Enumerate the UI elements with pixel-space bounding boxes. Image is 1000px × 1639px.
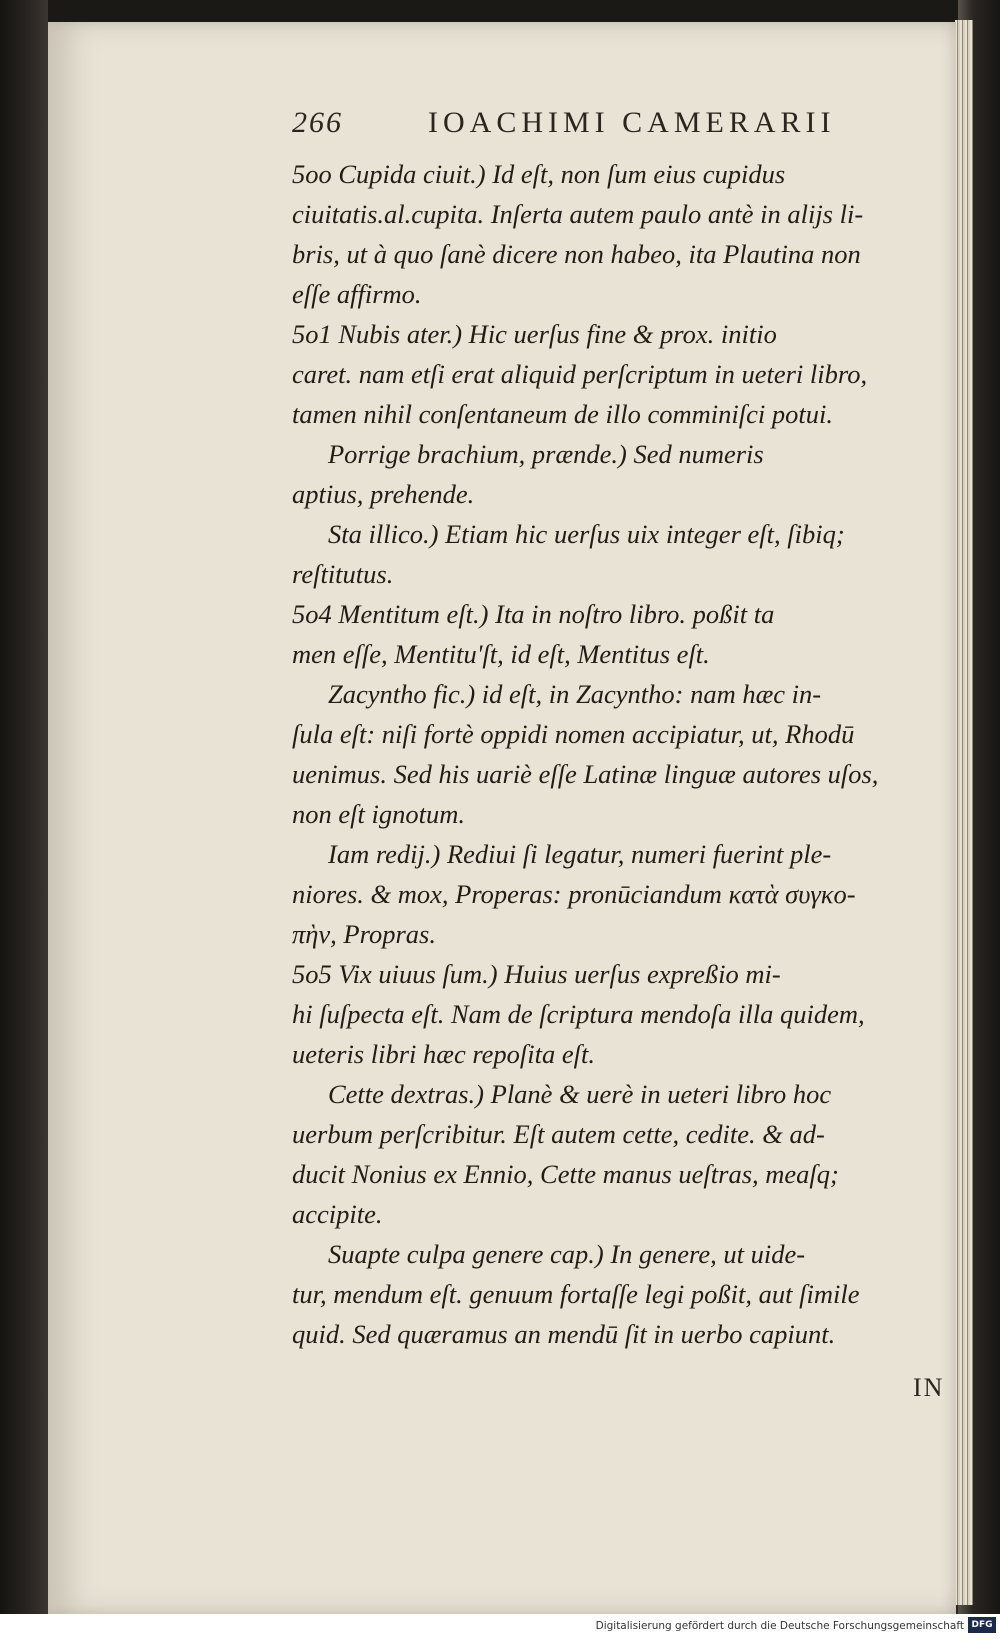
book-cover-left: [0, 0, 48, 1639]
text-line: Suapte culpa genere cap.) In genere, ut uide-: [328, 1239, 806, 1269]
book-cover-top: [0, 0, 1000, 24]
text-line: ciuitatis.al.cupita. Inſerta autem paulo antè in alijs li-: [292, 199, 864, 229]
text-line: uerbum perſcribitur. Eſt autem cette, cedite. & ad-: [292, 1119, 825, 1149]
text-line: aptius, prehende.: [292, 479, 475, 509]
page-header: [292, 106, 912, 146]
text-line: 5o5 Vix uiuus ſum.) Huius uerſus expreßio mi-: [292, 959, 781, 989]
text-line: quid. Sed quæramus an mendū ſit in uerbo capiunt.: [292, 1319, 836, 1349]
text-line: Zacyntho fic.) id eſt, in Zacyntho: nam hæc in-: [328, 679, 822, 709]
running-title: IOACHIMI CAMERARII: [428, 106, 836, 139]
text-line: ſula eſt: niſi fortè oppidi nomen accipiatur, ut, Rhodū: [292, 719, 855, 749]
text-line: ducit Nonius ex Ennio, Cette manus ueſtras, meaſq;: [292, 1159, 839, 1189]
text-line: Iam redij.) Rediui ſi legatur, numeri fuerint ple-: [328, 839, 832, 869]
text-line: Porrige brachium, prænde.) Sed numeris: [328, 439, 764, 469]
funding-credit: Digitalisierung gefördert durch die Deutsche Forschungsgemeinschaft: [595, 1620, 964, 1632]
text-line: caret. nam etſi erat aliquid perſcriptum in ueteri libro,: [292, 359, 868, 389]
text-line: eſſe affirmo.: [292, 279, 422, 309]
text-line: non eſt ignotum.: [292, 799, 465, 829]
text-line: tamen nihil conſentaneum de illo comminiſci potui.: [292, 399, 833, 429]
text-line: men eſſe, Mentitu'ſt, id eſt, Mentitus eſt.: [292, 639, 710, 669]
text-line: Sta illico.) Etiam hic uerſus uix integer eſt, ſibiq;: [328, 519, 845, 549]
dfg-logo-icon: DFG: [968, 1617, 996, 1633]
text-line: Cette dextras.) Planè & uerè in ueteri libro hoc: [328, 1079, 832, 1109]
text-line: hi ſuſpecta eſt. Nam de ſcriptura mendoſa illa quidem,: [292, 999, 865, 1029]
body-text: [292, 154, 958, 1354]
text-line: bris, ut à quo ſanè dicere non habeo, ita Plautina non: [292, 239, 861, 269]
text-line: 5oo Cupida ciuit.) Id eſt, non ſum eius cupidus: [292, 159, 786, 189]
text-line: ueteris libri hæc repoſita eſt.: [292, 1039, 596, 1069]
folio-number: 266: [292, 106, 343, 139]
text-line: accipite.: [292, 1199, 383, 1229]
text-line: 5o4 Mentitum eſt.) Ita in noſtro libro. poßit ta: [292, 599, 775, 629]
text-line: uenimus. Sed his uariè eſſe Latinæ linguæ autores uſos,: [292, 759, 879, 789]
text-line: reſtitutus.: [292, 559, 394, 589]
text-line: 5o1 Nubis ater.) Hic uerſus fine & prox. initio: [292, 319, 777, 349]
text-line: πὴν, Propras.: [292, 919, 436, 949]
text-line: tur, mendum eſt. genuum fortaſſe legi poßit, aut ſimile: [292, 1279, 860, 1309]
catchword: IN: [913, 1373, 945, 1402]
text-line: niores. & mox, Properas: pronūciandum κατὰ συγκο-: [292, 879, 856, 909]
